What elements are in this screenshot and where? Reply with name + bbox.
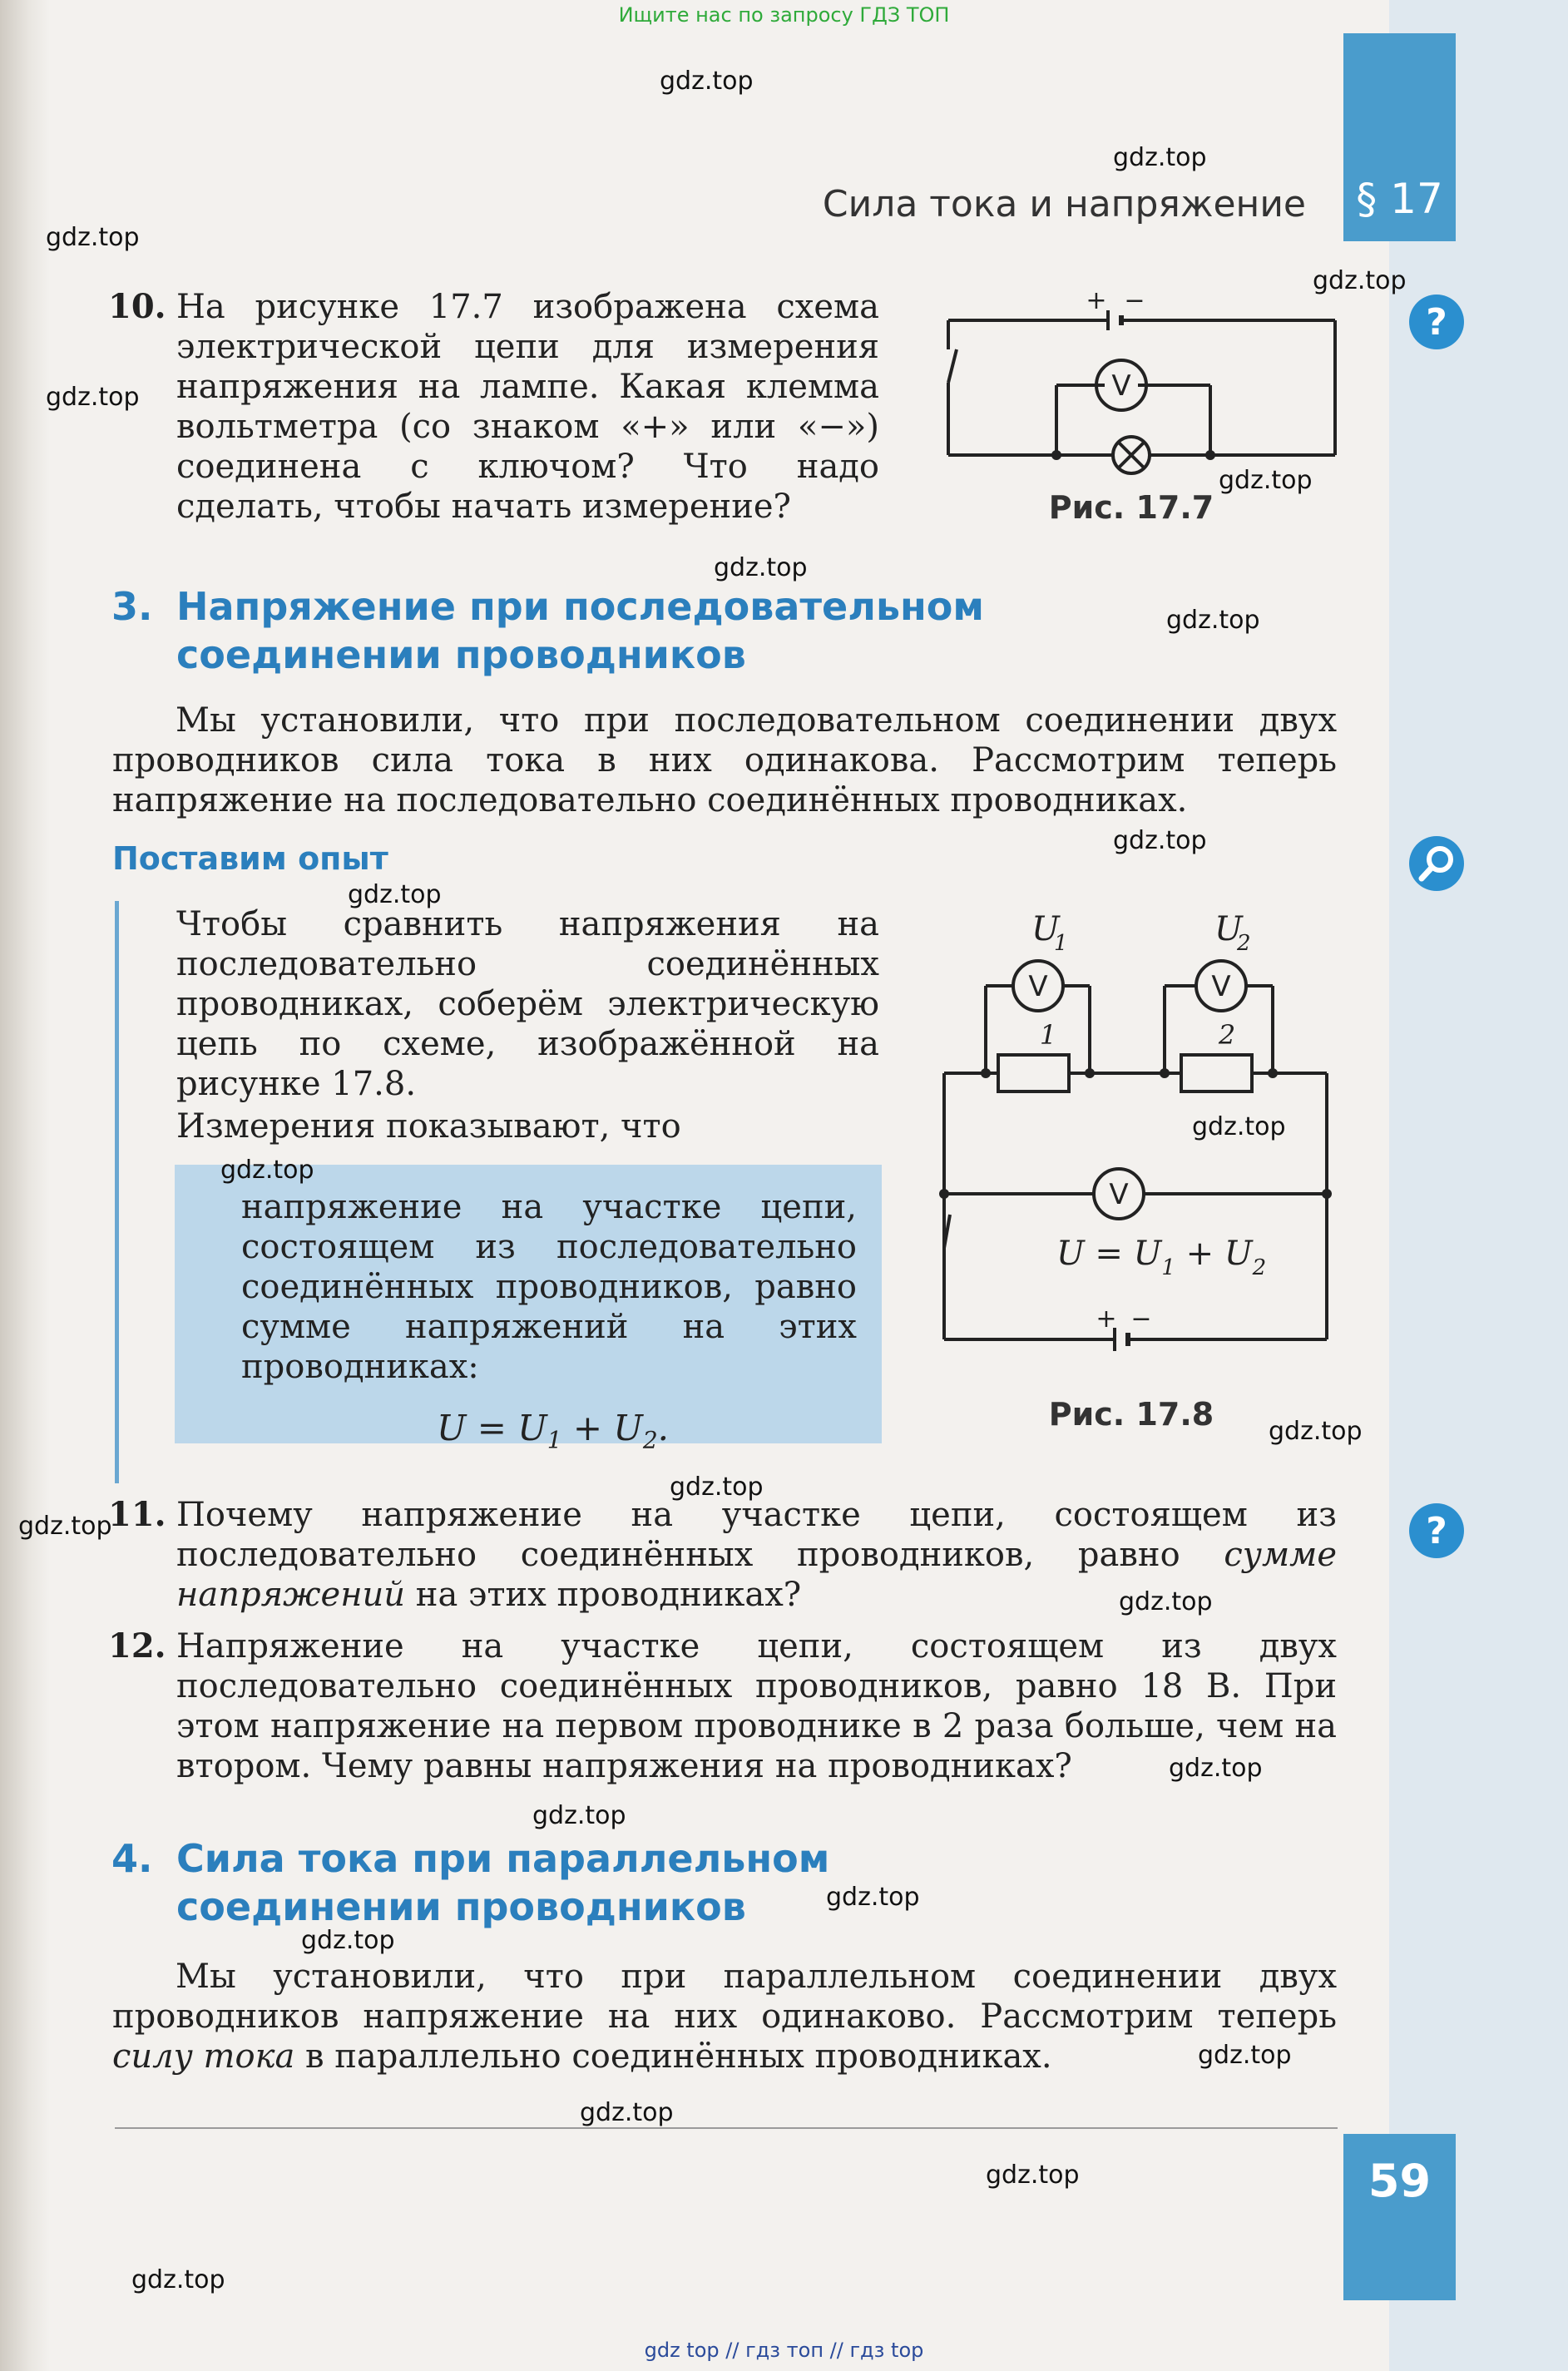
junction: [1205, 450, 1215, 460]
watermark: gdz.top: [532, 1801, 626, 1830]
section-title-line: Сила тока при параллельном: [176, 1836, 830, 1881]
section-title-line: соединении проводников: [176, 1884, 746, 1929]
watermark: gdz.top: [301, 1926, 395, 1955]
section-3-title: [111, 582, 1175, 679]
plus-sign: +: [1086, 286, 1107, 315]
watermark: gdz.top: [1113, 143, 1207, 172]
formula-subscript: 1: [547, 1426, 562, 1454]
watermark: gdz.top: [826, 1883, 920, 1912]
experiment-bar: [115, 901, 119, 1483]
figure-caption: Рис. 17.7: [1048, 489, 1214, 520]
question-icon: [1407, 1502, 1466, 1560]
question-text: Почему напряжение на участке цепи, состоящем из последовательно соединённых проводников, равно: [176, 1496, 1337, 1574]
voltmeter-label: V: [1028, 970, 1048, 1003]
rule-formula: [437, 1408, 669, 1453]
watermark: gdz.top: [986, 2161, 1080, 2190]
switch: [948, 349, 957, 383]
question-text: на этих проводниках?: [405, 1576, 802, 1614]
rule-text: напряжение на участке цепи, состоящем из последовательно соединённых проводников, равно сумме напряжений на этих проводниках:: [241, 1188, 857, 1386]
watermark: gdz.top: [348, 880, 442, 909]
formula-part: .: [657, 1408, 669, 1448]
question-text: На рисунке 17.7 изображена схема электрической цепи для измерения напряжения на лампе. Какая клемма вольтметра (со знаком «+» или «−») соединена с ключом? Что надо сделать, чтобы начать измерение?: [176, 288, 879, 526]
intro-emphasis: силу тока: [112, 2037, 295, 2076]
book-spine-shadow: [0, 0, 50, 2371]
junction: [1051, 450, 1061, 460]
resistor-2: [1181, 1055, 1252, 1091]
paragraph-number: § 17: [1356, 175, 1443, 223]
total-formula: $U = U_1 + U_2$: [1056, 1235, 1267, 1280]
junction: [1322, 1189, 1332, 1199]
formula-subscript: 2: [642, 1426, 658, 1454]
watermark: gdz.top: [660, 67, 754, 96]
figure-caption: Рис. 17.8: [1048, 1396, 1214, 1433]
watermark: gdz.top: [1313, 266, 1407, 295]
resistor-1-label: 1: [1039, 1019, 1057, 1051]
question-emphasis: сумме напряжений: [176, 1536, 1337, 1614]
svg-text:?: ?: [1426, 1510, 1447, 1552]
figure-17-8: [923, 907, 1348, 1448]
question-number: 10.: [108, 287, 166, 326]
junction: [1085, 1068, 1095, 1078]
top-banner[interactable]: Ищите нас по запросу ГДЗ ТОП: [618, 3, 950, 27]
voltmeter-label: V: [1111, 369, 1131, 403]
bottom-divider: [115, 2127, 1338, 2129]
page-number-tab: [1343, 2134, 1456, 2300]
section-title-line: соединении проводников: [176, 632, 746, 677]
watermark: gdz.top: [580, 2098, 674, 2127]
page-sidebar: [1389, 0, 1568, 2371]
question-text: Напряжение на участке цепи, состоящем из двух последовательно соединённых проводников, равно 18 В. При этом напряжение на первом проводнике в 2 раза больше, чем на втором. Чему равны напряжения на проводниках?: [176, 1627, 1337, 1785]
question-number: 12.: [108, 1626, 166, 1666]
section-number: 4.: [111, 1836, 153, 1881]
section-3-intro: Мы установили, что при последовательном соединении двух проводников сила тока в них одинакова. Рассмотрим теперь напряжение на последовательно соединённых проводниках.: [112, 701, 1337, 819]
magnifier-icon: [1407, 834, 1466, 893]
experiment-text: Чтобы сравнить напряжения на последовательно соединённых проводниках, соберём электрическую цепь по схеме, изображённой на рисунке 17.8.: [176, 905, 879, 1103]
voltmeter-label: V: [1109, 1178, 1129, 1211]
formula-part: U = U: [437, 1408, 547, 1448]
resistor-2-label: 2: [1218, 1019, 1236, 1051]
watermark: gdz.top: [220, 1156, 314, 1185]
watermark: gdz.top: [1219, 466, 1313, 495]
measure-text: Измерения показывают, что: [176, 1107, 681, 1146]
question-icon: [1407, 293, 1466, 351]
watermark: gdz.top: [670, 1473, 764, 1502]
experiment-heading: Поставим опыт: [112, 840, 388, 877]
resistor-1: [998, 1055, 1069, 1091]
page-number: 59: [1368, 2155, 1432, 2207]
question-number: 11.: [108, 1495, 166, 1534]
junction: [1160, 1068, 1170, 1078]
paragraph-tab: [1343, 33, 1456, 241]
question-12: [108, 1626, 1337, 1786]
watermark: gdz.top: [714, 553, 808, 582]
watermark: gdz.top: [1169, 1754, 1263, 1783]
watermark: gdz.top: [18, 1512, 112, 1541]
section-4-title: [111, 1834, 1175, 1931]
watermark: gdz.top: [1269, 1417, 1363, 1446]
junction: [1268, 1068, 1278, 1078]
svg-text:?: ?: [1426, 301, 1447, 344]
page-title: Сила тока и напряжение: [822, 183, 1306, 225]
section-title-line: Напряжение при последовательном: [176, 584, 985, 629]
minus-sign: −: [1130, 1304, 1152, 1334]
plus-sign: +: [1096, 1304, 1117, 1334]
section-4-intro: [112, 1957, 1337, 2076]
watermark: gdz.top: [1166, 606, 1260, 635]
u2-subscript: 2: [1237, 931, 1251, 956]
minus-sign: −: [1124, 286, 1145, 315]
watermark: gdz.top: [46, 383, 140, 412]
watermark: gdz.top: [1192, 1112, 1286, 1141]
u1-label: U: [1031, 910, 1060, 948]
watermark: gdz.top: [1198, 2041, 1292, 2070]
watermark: gdz.top: [1119, 1587, 1213, 1616]
intro-text: в параллельно соединённых проводниках.: [294, 2037, 1052, 2076]
watermark: gdz.top: [1113, 826, 1207, 855]
junction: [939, 1189, 949, 1199]
intro-text: Мы установили, что при параллельном соединении двух проводников напряжение на них одинаково. Рассмотрим теперь: [112, 1958, 1337, 2036]
junction: [981, 1068, 991, 1078]
formula-part: + U: [561, 1408, 643, 1448]
u2-label: U: [1214, 910, 1243, 948]
u1-subscript: 1: [1054, 931, 1068, 956]
watermark: gdz.top: [46, 223, 140, 252]
bottom-banner[interactable]: gdz top // гдз топ // гдз top: [644, 2339, 924, 2362]
section-number: 3.: [111, 584, 153, 629]
question-10: [108, 287, 879, 527]
voltmeter-label: V: [1211, 970, 1231, 1003]
watermark: gdz.top: [131, 2265, 225, 2294]
